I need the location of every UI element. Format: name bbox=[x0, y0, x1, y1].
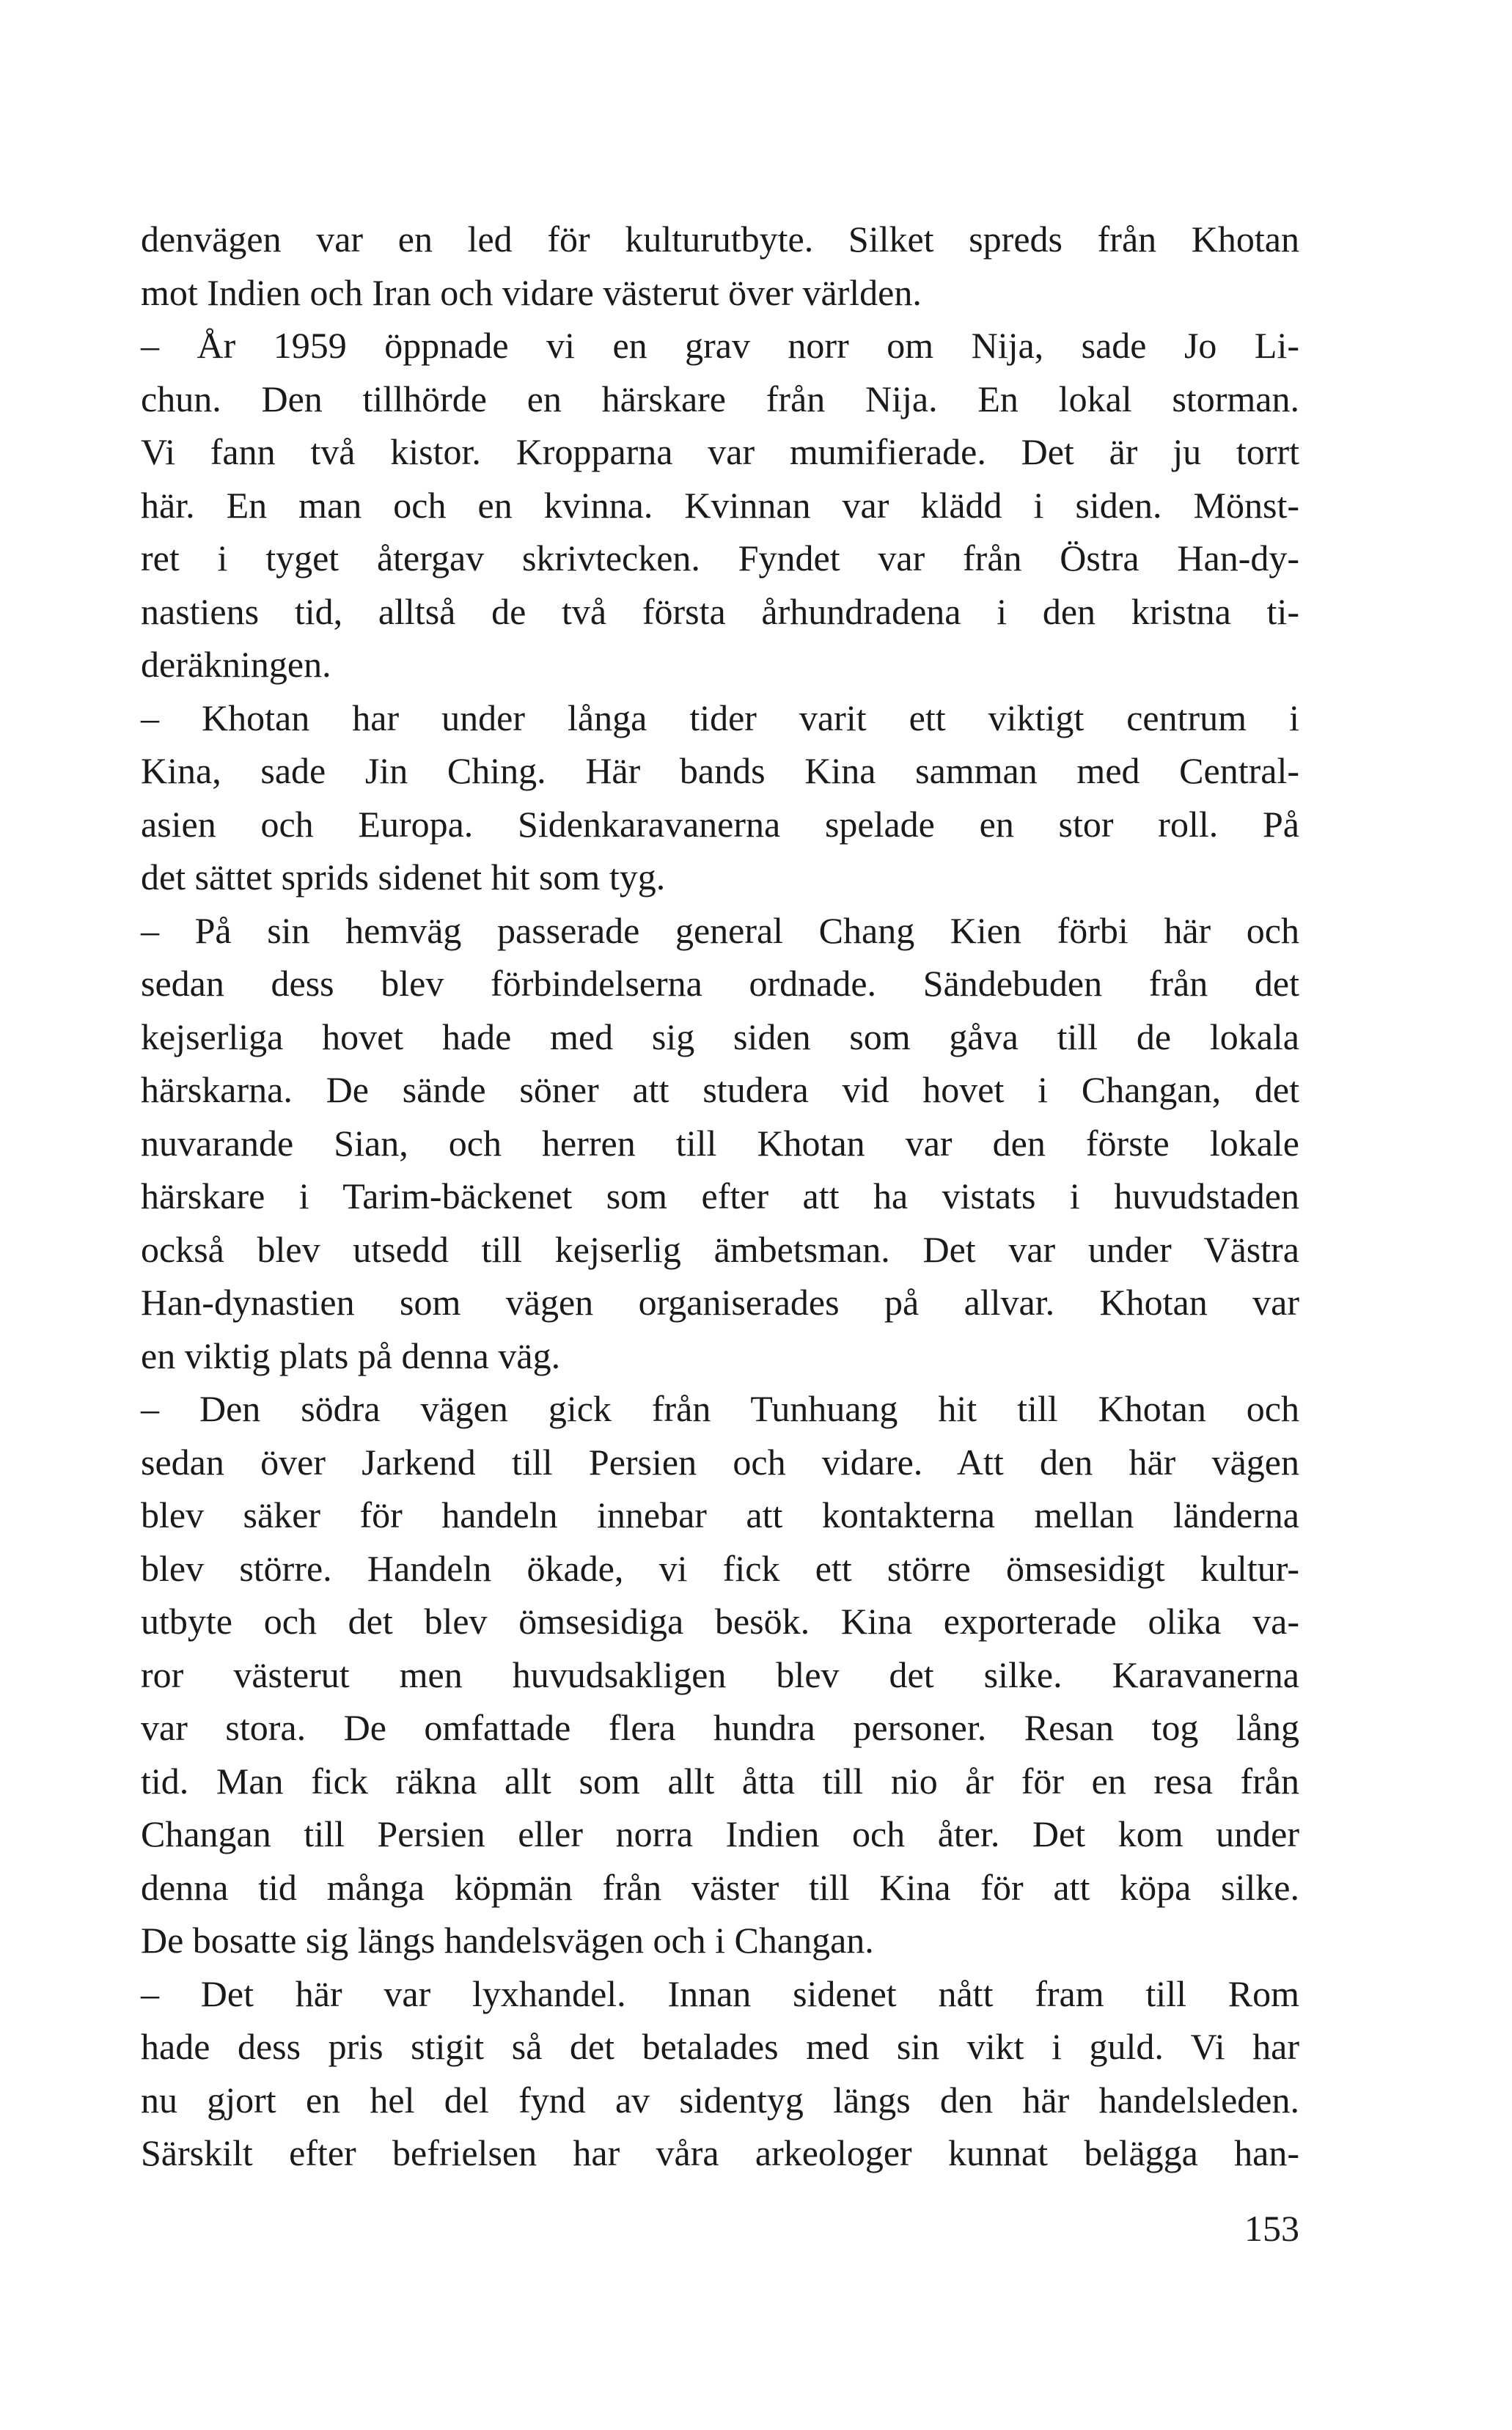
text-line: härskare i Tarim-bäckenet som efter att ha vistats i huvudstaden bbox=[141, 1175, 1299, 1216]
text-line: sedan dess blev förbindelserna ordnade. Sändebuden från det bbox=[141, 963, 1299, 1004]
text-line: chun. Den tillhörde en härskare från Nija. En lokal storman. bbox=[141, 378, 1299, 419]
text-line: det sättet sprids sidenet hit som tyg. bbox=[141, 856, 666, 898]
text-line: mot Indien och Iran och vidare västerut över världen. bbox=[141, 271, 922, 313]
text-line: sedan över Jarkend till Persien och vidare. Att den här vägen bbox=[141, 1441, 1299, 1483]
text-line: tid. Man fick räkna allt som allt åtta till nio år för en resa från bbox=[141, 1760, 1299, 1802]
text-line: Han-dynastien som vägen organiserades på allvar. Khotan var bbox=[141, 1282, 1299, 1323]
text-line: nastiens tid, alltså de två första århundradena i den kristna ti- bbox=[141, 590, 1299, 632]
text-line: var stora. De omfattade flera hundra personer. Resan tog lång bbox=[141, 1707, 1299, 1748]
text-line: Särskilt efter befrielsen har våra arkeologer kunnat belägga han- bbox=[141, 2132, 1299, 2173]
text-line: Changan till Persien eller norra Indien och åter. Det kom under bbox=[141, 1813, 1299, 1854]
text-line: nu gjort en hel del fynd av sidentyg längs den här handelsleden. bbox=[141, 2079, 1299, 2121]
page-number: 153 bbox=[1244, 2208, 1299, 2249]
text-line: hade dess pris stigit så det betalades med sin vikt i guld. Vi har bbox=[141, 2026, 1299, 2067]
text-line: – År 1959 öppnade vi en grav norr om Nija, sade Jo Li- bbox=[141, 325, 1299, 366]
text-line: Vi fann två kistor. Kropparna var mumifierade. Det är ju torrt bbox=[141, 431, 1299, 472]
text-line: – Khotan har under långa tider varit ett viktigt centrum i bbox=[141, 697, 1299, 738]
text-line: Kina, sade Jin Ching. Här bands Kina samman med Central- bbox=[141, 750, 1299, 791]
text-line: – Det här var lyxhandel. Innan sidenet nått fram till Rom bbox=[141, 1972, 1299, 2014]
text-line: – På sin hemväg passerade general Chang Kien förbi här och bbox=[141, 909, 1299, 951]
text-line: ror västerut men huvudsakligen blev det silke. Karavanerna bbox=[141, 1653, 1299, 1695]
text-line: också blev utsedd till kejserlig ämbetsman. Det var under Västra bbox=[141, 1228, 1299, 1270]
text-line: här. En man och en kvinna. Kvinnan var klädd i siden. Mönst- bbox=[141, 484, 1299, 526]
text-line: utbyte och det blev ömsesidiga besök. Kina exporterade olika va- bbox=[141, 1601, 1299, 1642]
text-line: denvägen var en led för kulturutbyte. Silket spreds från Khotan bbox=[141, 219, 1299, 260]
text-line: deräkningen. bbox=[141, 644, 331, 685]
text-line: blev säker för handeln innebar att kontakterna mellan länderna bbox=[141, 1494, 1299, 1535]
text-line: ret i tyget återgav skrivtecken. Fyndet var från Östra Han-dy- bbox=[141, 537, 1299, 579]
body-text bbox=[141, 213, 1299, 2180]
text-line: härskarna. De sände söner att studera vid hovet i Changan, det bbox=[141, 1069, 1299, 1110]
text-line: kejserliga hovet hade med sig siden som gåva till de lokala bbox=[141, 1016, 1299, 1057]
text-line: – Den södra vägen gick från Tunhuang hit till Khotan och bbox=[141, 1388, 1299, 1429]
text-line: asien och Europa. Sidenkaravanerna spelade en stor roll. På bbox=[141, 803, 1299, 845]
text-line: denna tid många köpmän från väster till Kina för att köpa silke. bbox=[141, 1866, 1299, 1908]
text-line: nuvarande Sian, och herren till Khotan var den förste lokale bbox=[141, 1122, 1299, 1164]
text-line: blev större. Handeln ökade, vi fick ett större ömsesidigt kultur- bbox=[141, 1547, 1299, 1589]
text-line: De bosatte sig längs handelsvägen och i Changan. bbox=[141, 1920, 874, 1961]
text-line: en viktig plats på denna väg. bbox=[141, 1335, 561, 1376]
